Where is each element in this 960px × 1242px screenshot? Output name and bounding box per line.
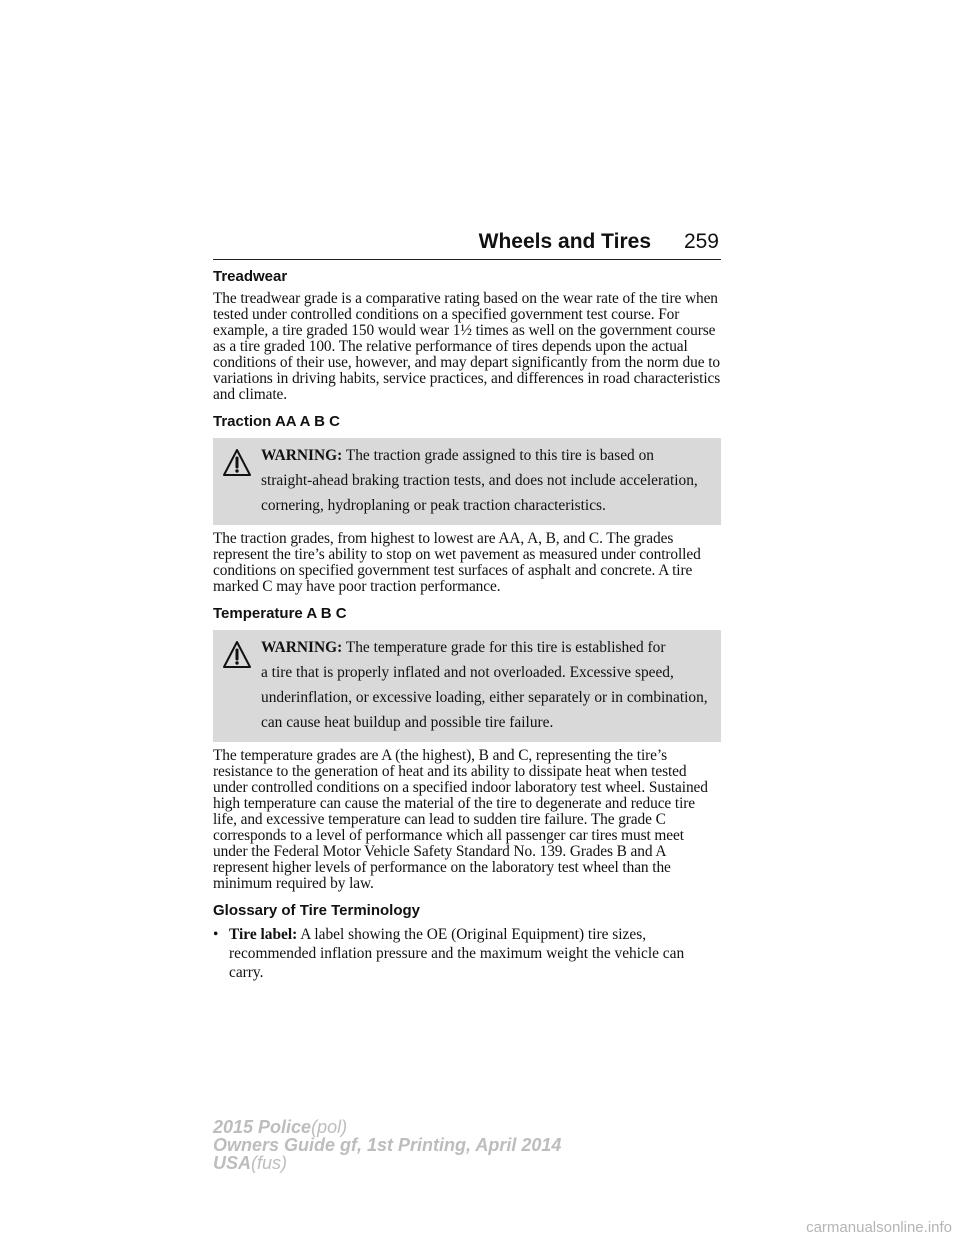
footer-line-3	[213, 1154, 561, 1172]
temperature-warning-first-line	[261, 635, 715, 660]
temperature-heading: Temperature A B C	[213, 605, 347, 622]
page-content	[213, 268, 721, 982]
temperature-warning	[213, 630, 721, 742]
glossary-definition: A label showing the OE (Original Equipment) tire sizes, recommended inflation pressure and the maximum weight the vehicle can carry.	[229, 926, 685, 981]
warning-text-rest: a tire that is properly inflated and not overloaded. Excessive speed, underinflation, or excessive loading, either separately or in combination, can cause heat buildup and possible tire failure.	[261, 664, 708, 731]
footer-market: USA	[213, 1153, 252, 1173]
temperature-body: The temperature grades are A (the highest), B and C, representing the tire’s resistance to the generation of heat and its ability to dissipate heat when tested under controlled conditions on a specified indoor laboratory test wheel. Sustained high temperature can cause the material of the tire to degenerate and reduce tire life, and excessive temperature can lead to sudden tire failure. The grade C corresponds to a level of performance which all passenger car tires must meet under the Federal Motor Vehicle Safety Standard No. 139. Grades B and A represent higher levels of performance on the laboratory test wheel than the minimum required by law.	[213, 747, 708, 892]
header-rule	[213, 259, 721, 260]
page-header	[213, 226, 721, 260]
warning-triangle-icon	[222, 448, 252, 478]
treadwear-heading: Treadwear	[213, 268, 288, 285]
bullet-marker: •	[213, 926, 219, 943]
warning-text-line1: The temperature grade for this tire is established for	[345, 639, 666, 656]
footer-line-1	[213, 1118, 561, 1136]
glossary-heading: Glossary of Tire Terminology	[213, 902, 420, 919]
watermark: carmanualsonline.info	[806, 1219, 952, 1236]
traction-warning-first-line	[261, 443, 715, 468]
glossary-term: Tire label:	[229, 926, 298, 943]
warning-label: WARNING:	[261, 639, 343, 656]
section-title: Wheels and Tires	[478, 230, 651, 253]
warning-label: WARNING:	[261, 447, 343, 464]
page-footer	[213, 1118, 561, 1172]
traction-warning	[213, 438, 721, 525]
glossary-list	[213, 925, 721, 982]
footer-model: 2015 Police	[213, 1117, 312, 1137]
glossary-item	[213, 925, 721, 982]
footer-model-code: (pol)	[311, 1117, 348, 1137]
treadwear-body: The treadwear grade is a comparative rating based on the wear rate of the tire when tested under controlled conditions on a specified government test course. For example, a tire graded 150 would wear 1½ times as well on the government course as a tire graded 100. The relative performance of tires depends upon the actual conditions of their use, however, and may depart significantly from the norm due to variations in driving habits, service practices, and differences in road characteristics and climate.	[213, 290, 721, 403]
warning-text-line1: The traction grade assigned to this tire is based on	[345, 447, 654, 464]
page-number: 259	[683, 230, 719, 253]
traction-body: The traction grades, from highest to lowest are AA, A, B, and C. The grades represent the tire’s ability to stop on wet pavement as measured under controlled conditions on specified government test surfaces of asphalt and concrete. A tire marked C may have poor traction performance.	[213, 530, 701, 595]
footer-line-2: Owners Guide gf, 1st Printing, April 2014	[213, 1135, 562, 1155]
traction-heading: Traction AA A B C	[213, 413, 340, 430]
warning-text-rest: straight-ahead braking traction tests, and does not include acceleration, cornering, hydroplaning or peak traction characteristics.	[261, 472, 698, 514]
warning-triangle-icon	[222, 640, 252, 670]
footer-market-code: (fus)	[251, 1153, 288, 1173]
